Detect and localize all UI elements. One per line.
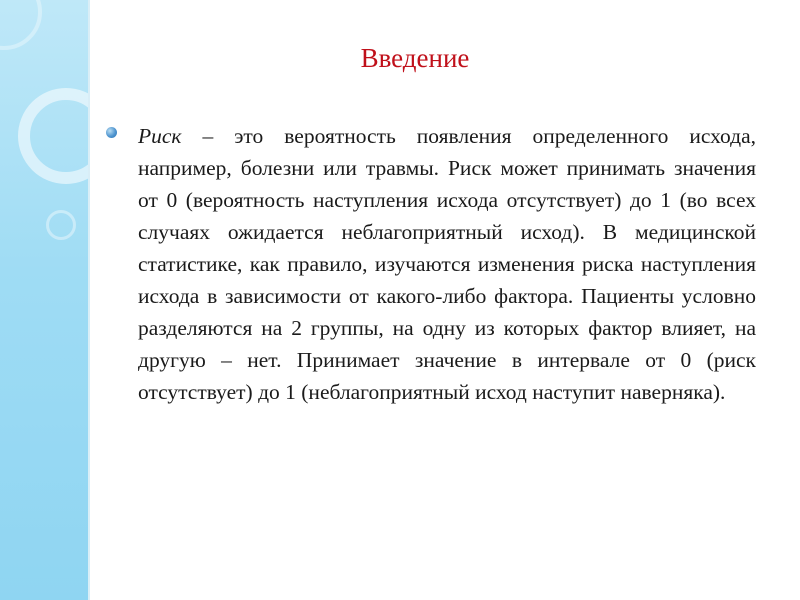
term-label: Риск [138,124,182,148]
circle-bullet-icon [106,127,117,138]
slide-content [106,120,756,408]
decorative-ring-large [18,88,88,184]
decorative-ring-small [46,210,76,240]
band-divider [88,0,90,600]
body-paragraph [138,120,756,408]
decorative-side-band [0,0,88,600]
slide-title: Введение [360,43,470,73]
decorative-ring-top [0,0,42,50]
definition-text: – это вероятность появления определенного исхода, например, болезни или травмы. Риск может принимать значения от 0 (вероятность наступления исхода отсутствует) до 1 (во всех случаях ожидается неблагоприятный исход). В медицинской статистике, как правило, изучаются изменения риска наступления исхода в зависимости от какого-либо фактора. Пациенты условно разделяются на 2 группы, на одну из которых фактор влияет, на другую – нет. Принимает значение в интервале от 0 (риск отсутствует) до 1 (неблагоприятный исход наступит наверняка). [138,124,756,404]
